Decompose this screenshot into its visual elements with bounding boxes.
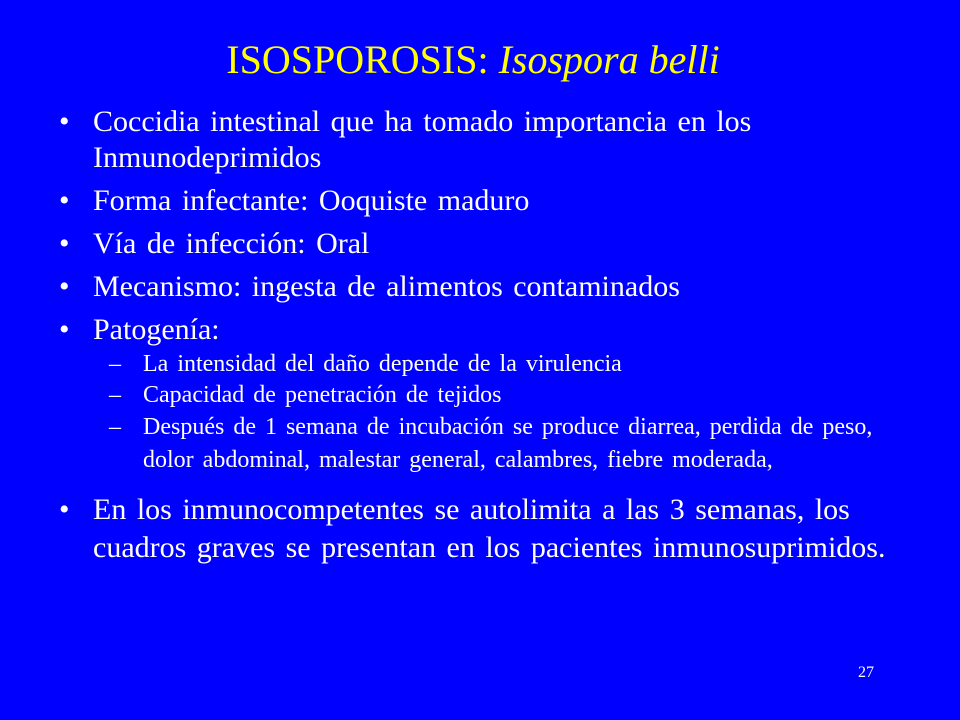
page-number: 27 xyxy=(858,664,874,681)
bullet-mark: • xyxy=(59,184,70,217)
dash-mark: – xyxy=(109,351,121,377)
sub-bullet-item xyxy=(98,380,916,411)
bullet-mark: • xyxy=(59,493,70,526)
sub-bullet-text: Después de 1 semana de incubación se produce diarrea, perdida de peso, dolor abdominal, malestar general, calambres, fiebre moderada, xyxy=(143,414,873,473)
bullet-item xyxy=(56,269,916,305)
slide-title xyxy=(0,36,946,84)
bullet-item xyxy=(56,226,916,262)
dash-mark: – xyxy=(109,414,121,440)
title-italic: Isospora belli xyxy=(498,37,720,82)
sub-bullet-text: La intensidad del daño depende de la virulencia xyxy=(143,351,622,377)
dash-mark: – xyxy=(109,382,121,408)
bullet-text: En los inmunocompetentes se autolimita a las 3 semanas, los cuadros graves se presentan en los pacientes inmunosuprimidos. xyxy=(93,493,886,564)
bullet-item xyxy=(56,312,916,477)
bullet-text: Mecanismo: ingesta de alimentos contaminados xyxy=(93,270,680,303)
bullet-item xyxy=(56,183,916,219)
bullet-text: Vía de infección: Oral xyxy=(93,227,370,260)
bullet-text: Coccidia intestinal que ha tomado importancia en los Inmunodeprimidos xyxy=(93,105,752,174)
title-main: ISOSPOROSIS: xyxy=(226,37,499,82)
bullet-item xyxy=(56,104,916,176)
bullet-text: Forma infectante: Ooquiste maduro xyxy=(93,184,530,217)
sub-bullet-item xyxy=(98,349,916,380)
sub-bullet-text: Capacidad de penetración de tejidos xyxy=(143,382,502,408)
bullet-mark: • xyxy=(59,105,70,138)
bullet-mark: • xyxy=(59,313,70,346)
bullet-mark: • xyxy=(59,227,70,260)
sub-bullet-list xyxy=(93,349,916,477)
bullet-list xyxy=(56,104,916,574)
bullet-item xyxy=(56,491,916,567)
bullet-mark: • xyxy=(59,270,70,303)
sub-bullet-item xyxy=(98,411,916,477)
bullet-text: Patogenía: xyxy=(93,313,220,346)
